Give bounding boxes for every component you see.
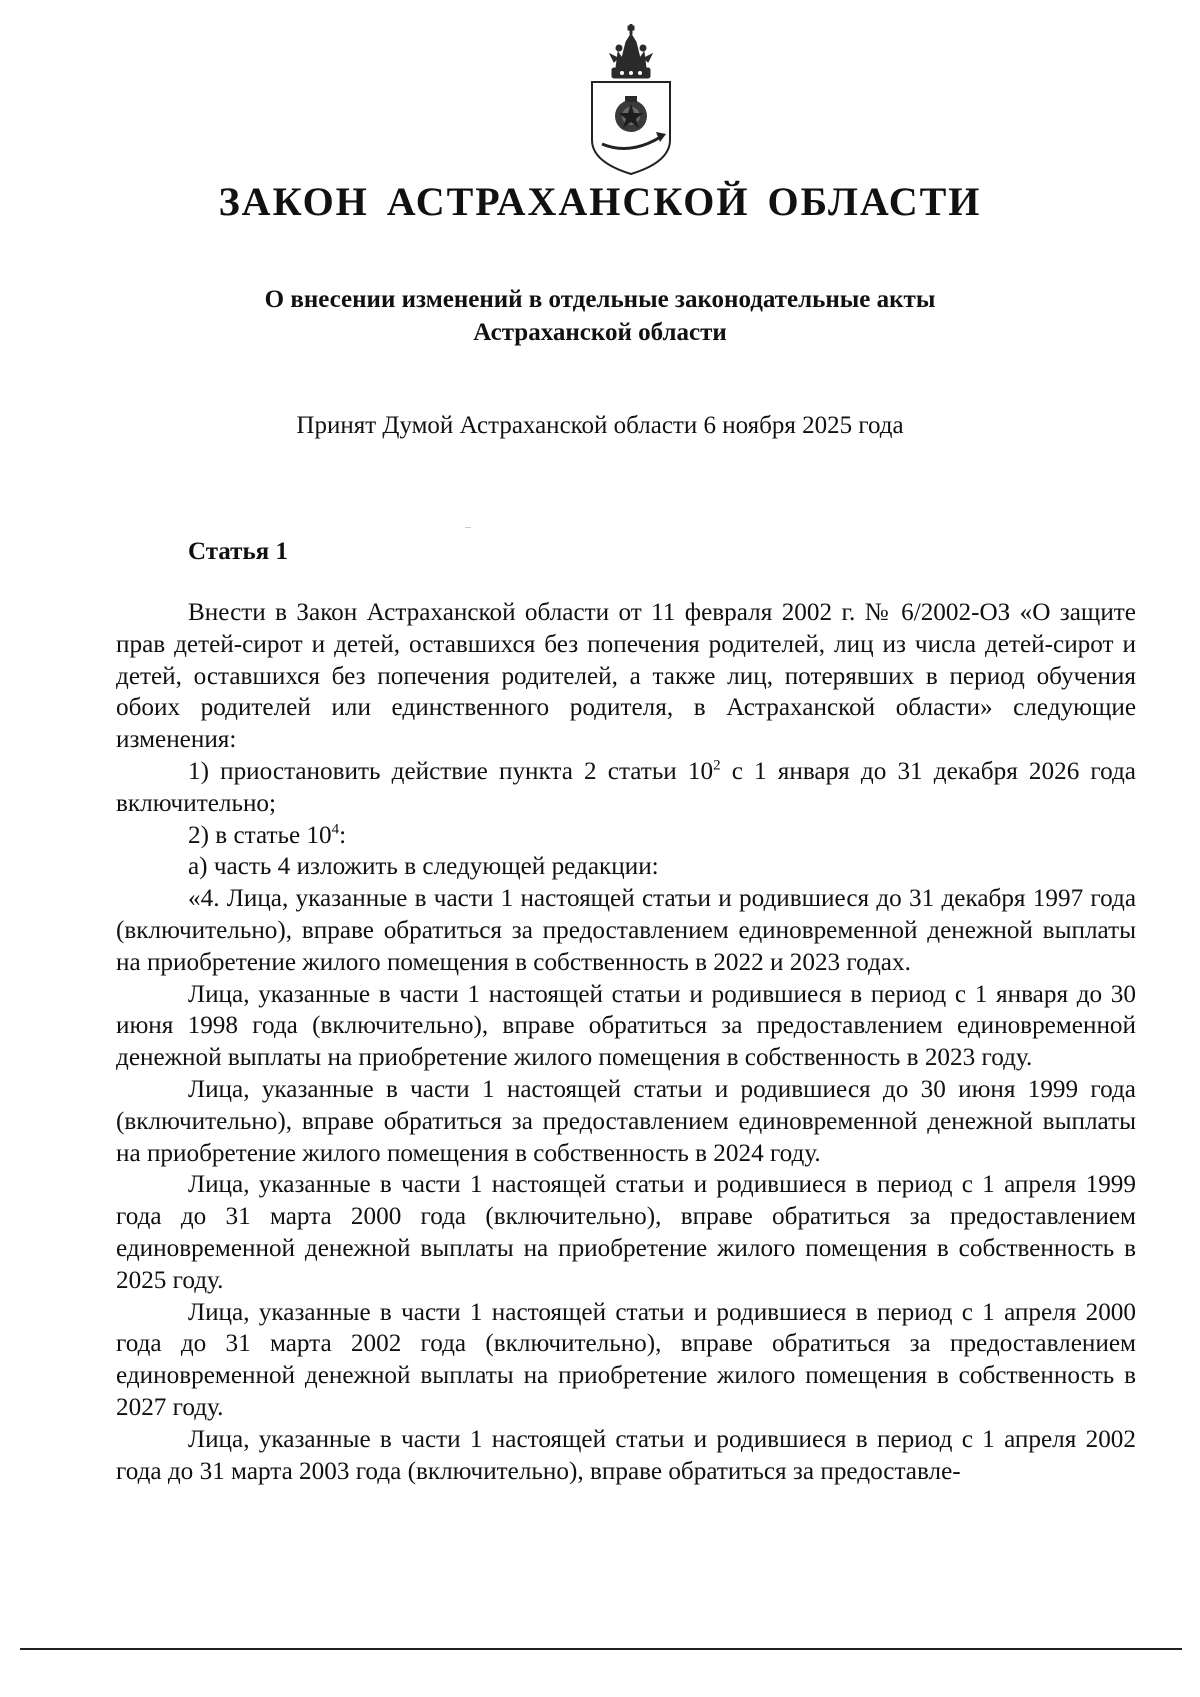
adoption-note: Принят Думой Астраханской области 6 ноября 2025 года	[296, 412, 904, 439]
article-heading: Статья 1	[188, 538, 288, 565]
law-subject	[0, 283, 1200, 349]
coat-of-arms-icon	[586, 24, 676, 176]
article-body	[116, 597, 1136, 1487]
paragraph: 2) в статье $10^4$:	[188, 821, 347, 849]
subject-line: О внесении изменений в отдельные законодательные акты	[264, 286, 936, 313]
paragraph: Лица, указанные в части 1 настоящей статьи и родившиеся в период с 1 апреля 1999 года до 31 марта 2000 года (включительно), вправе обратиться за предоставлением единовременной денежной выплаты на приобретение жилого помещения в собственность в 2025 году.	[116, 1171, 1136, 1294]
paragraph: Лица, указанные в части 1 настоящей статьи и родившиеся в период с 1 апреля 2000 года до 31 марта 2002 года (включительно), вправе обратиться за предоставлением единовременной денежной выплаты на приобретение жилого помещения в собственность в 2027 году.	[116, 1298, 1136, 1421]
superscript: 4	[331, 821, 340, 838]
superscript: 2	[713, 757, 721, 774]
paragraph: Внести в Закон Астраханской области от 11 февраля 2002 г. № 6/2002-ОЗ «О защите прав детей-сирот и детей, оставшихся без попечения родителей, лиц из числа детей-сирот и детей, оставшихся без попечения родителей, а также лиц, потерявших в период обучения обоих родителей или единственного родителя, в Астраханской области» следующие изменения:	[116, 599, 1136, 754]
law-title: ЗАКОН АСТРАХАНСКОЙ ОБЛАСТИ	[218, 179, 982, 224]
paragraph: «4. Лица, указанные в части 1 настоящей статьи и родившиеся до 31 декабря 1997 года (включительно), вправе обратиться за предоставлением единовременной денежной выплаты на приобретение жилого помещения в собственность в 2022 и 2023 годах.	[116, 885, 1136, 976]
page-bottom-rule	[20, 1648, 1182, 1650]
paragraph: 1) приостановить действие пункта 2 статьи $10^2$ с 1 января до 31 декабря 2026 года включительно;	[116, 757, 1136, 817]
paragraph: Лица, указанные в части 1 настоящей статьи и родившиеся в период с 1 апреля 2002 года до 31 марта 2003 года (включительно), вправе обратиться за предоставле-	[116, 1425, 1136, 1485]
subject-line: Астраханской области	[473, 319, 727, 346]
paragraph: а) часть 4 изложить в следующей редакции:	[188, 853, 659, 881]
scan-artifact	[465, 527, 471, 528]
paragraph: Лица, указанные в части 1 настоящей статьи и родившиеся до 30 июня 1999 года (включительно), вправе обратиться за предоставлением единовременной денежной выплаты на приобретение жилого помещения в собственность в 2024 году.	[116, 1075, 1136, 1167]
paragraph: Лица, указанные в части 1 настоящей статьи и родившиеся в период с 1 января до 30 июня 1998 года (включительно), вправе обратиться за предоставлением единовременной денежной выплаты на приобретение жилого помещения в собственность в 2023 году.	[116, 980, 1136, 1072]
